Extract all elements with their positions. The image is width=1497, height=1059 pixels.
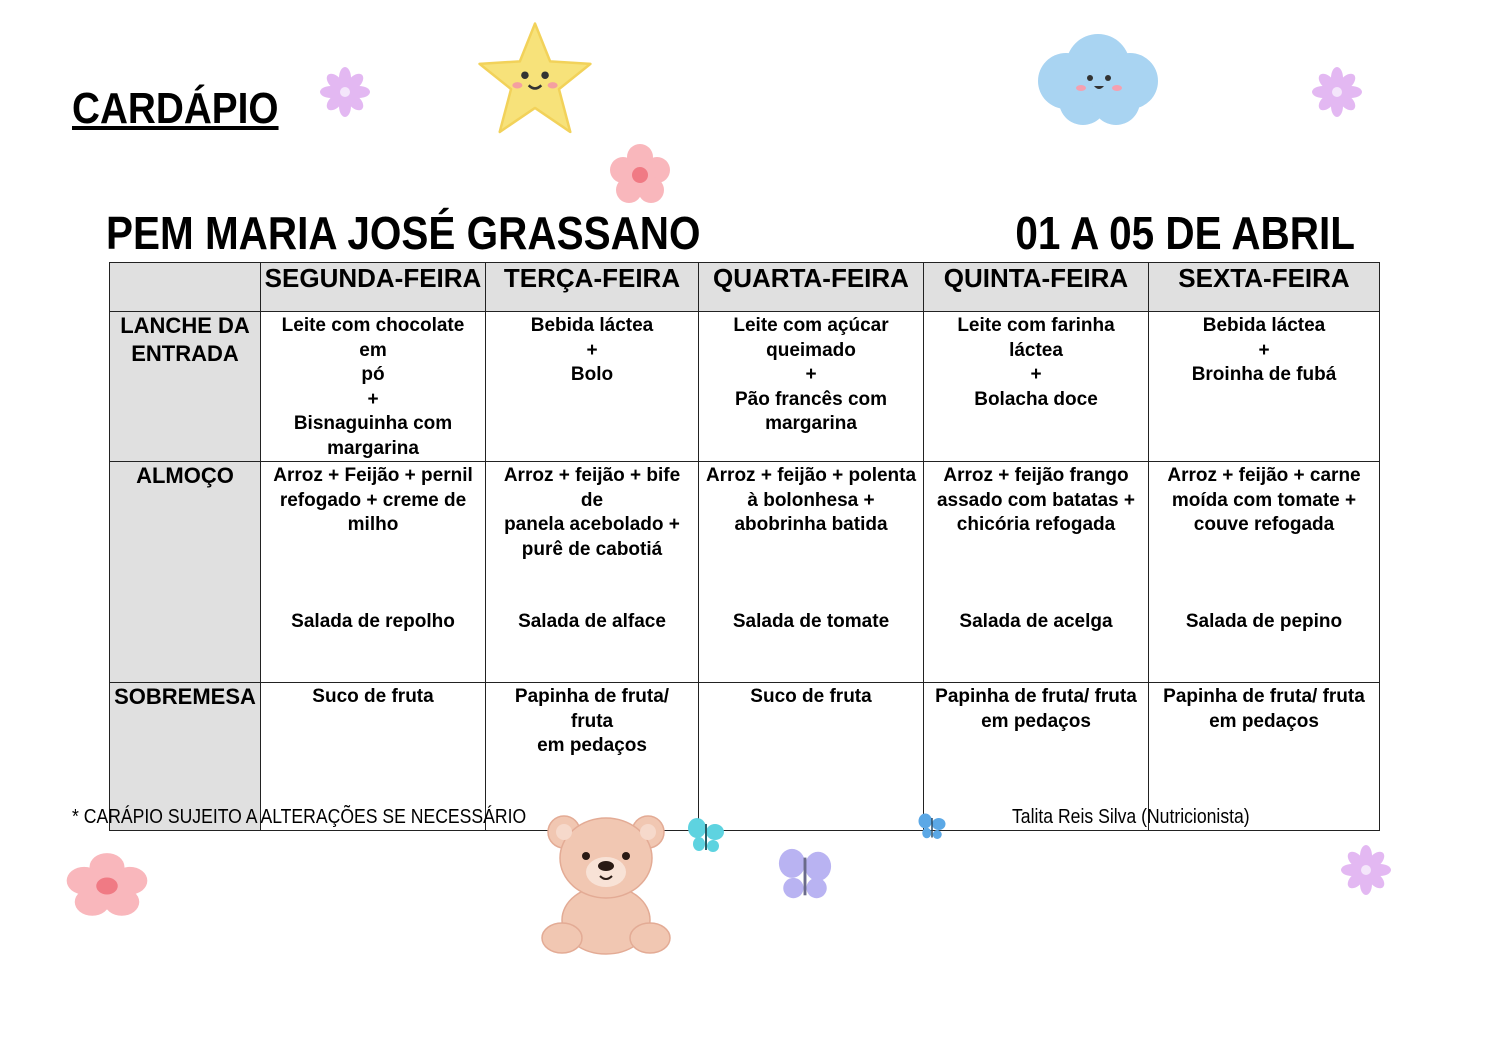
school-name: PEM MARIA JOSÉ GRASSANO — [106, 207, 701, 259]
menu-cell — [486, 312, 699, 462]
menu-cell — [1149, 312, 1380, 462]
day-header-friday: SEXTA-FEIRA — [1149, 263, 1380, 312]
table-corner-cell — [110, 263, 261, 312]
menu-item-text: Arroz + feijão + bife de panela acebolado + purê de cabotiá — [503, 465, 681, 560]
table-header-row — [110, 263, 1380, 312]
page-title: CARDÁPIO — [72, 84, 279, 133]
menu-item-text: Arroz + feijão frango assado com batatas + chicória refogada — [936, 465, 1135, 535]
footer-note: * CARÁPIO SUJEITO A ALTERAÇÕES SE NECESSÁRIO — [72, 806, 527, 828]
flower-icon — [319, 66, 371, 118]
flower-icon — [608, 142, 672, 208]
menu-item-text: Papinha de fruta/ fruta em pedaços — [935, 686, 1137, 732]
day-header-thursday: QUINTA-FEIRA — [924, 263, 1149, 312]
salad-text: Salada de alface — [518, 611, 666, 632]
menu-cell — [486, 462, 699, 683]
table-row-snack — [110, 312, 1380, 462]
butterfly-icon — [686, 816, 726, 856]
date-range: 01 A 05 DE ABRIL — [1015, 207, 1355, 259]
flower-icon — [64, 852, 150, 920]
menu-cell — [261, 312, 486, 462]
menu-item-text: Arroz + Feijão + pernil refogado + creme de milho — [273, 465, 473, 535]
menu-item-text: Leite com farinha láctea + Bolacha doce — [957, 315, 1115, 410]
star-icon — [472, 16, 598, 142]
salad-text: Salada de pepino — [1185, 611, 1343, 632]
teddy-bear-icon — [536, 810, 676, 956]
menu-item-text: Bebida láctea + Broinha de fubá — [1191, 315, 1337, 385]
butterfly-icon — [916, 812, 948, 842]
row-label-text: LANCHE DA ENTRADA — [120, 313, 250, 366]
menu-item-text: Suco de fruta — [312, 686, 434, 707]
day-header-monday: SEGUNDA-FEIRA — [261, 263, 486, 312]
cloud-icon — [1028, 26, 1168, 128]
menu-cell — [924, 462, 1149, 683]
menu-cell — [261, 462, 486, 683]
row-label-snack — [110, 312, 261, 462]
table-row-lunch — [110, 462, 1380, 683]
menu-item-text: Arroz + feijão + carne moída com tomate + couve refogada — [1167, 465, 1361, 535]
flower-icon — [1340, 844, 1392, 896]
day-header-tuesday: TERÇA-FEIRA — [486, 263, 699, 312]
row-label-lunch: ALMOÇO — [110, 462, 261, 683]
menu-cell — [924, 312, 1149, 462]
menu-item-text: Leite com açúcar queimado + Pão francês com margarina — [733, 315, 889, 434]
menu-item-text: Arroz + feijão + polenta à bolonhesa + abobrinha batida — [705, 465, 917, 535]
salad-text: Salada de repolho — [291, 611, 455, 632]
menu-item-text: Papinha de fruta/ fruta em pedaços — [514, 686, 670, 756]
row-label-dessert: SOBREMESA — [110, 683, 261, 831]
menu-table — [109, 262, 1380, 831]
menu-cell — [1149, 462, 1380, 683]
menu-cell — [699, 462, 924, 683]
day-header-wednesday: QUARTA-FEIRA — [699, 263, 924, 312]
flower-icon — [1311, 66, 1363, 118]
salad-text: Salada de acelga — [959, 611, 1113, 632]
salad-text: Salada de tomate — [732, 611, 890, 632]
menu-cell — [699, 683, 924, 831]
menu-item-text: Papinha de fruta/ fruta em pedaços — [1163, 686, 1365, 732]
menu-item-text: Bebida láctea + Bolo — [530, 315, 654, 385]
nutritionist-signature: Talita Reis Silva (Nutricionista) — [1012, 806, 1250, 828]
menu-item-text: Leite com chocolate em pó + Bisnaguinha com margarina — [281, 315, 465, 459]
menu-item-text: Suco de fruta — [750, 686, 872, 707]
butterfly-icon — [772, 846, 838, 904]
menu-cell — [699, 312, 924, 462]
